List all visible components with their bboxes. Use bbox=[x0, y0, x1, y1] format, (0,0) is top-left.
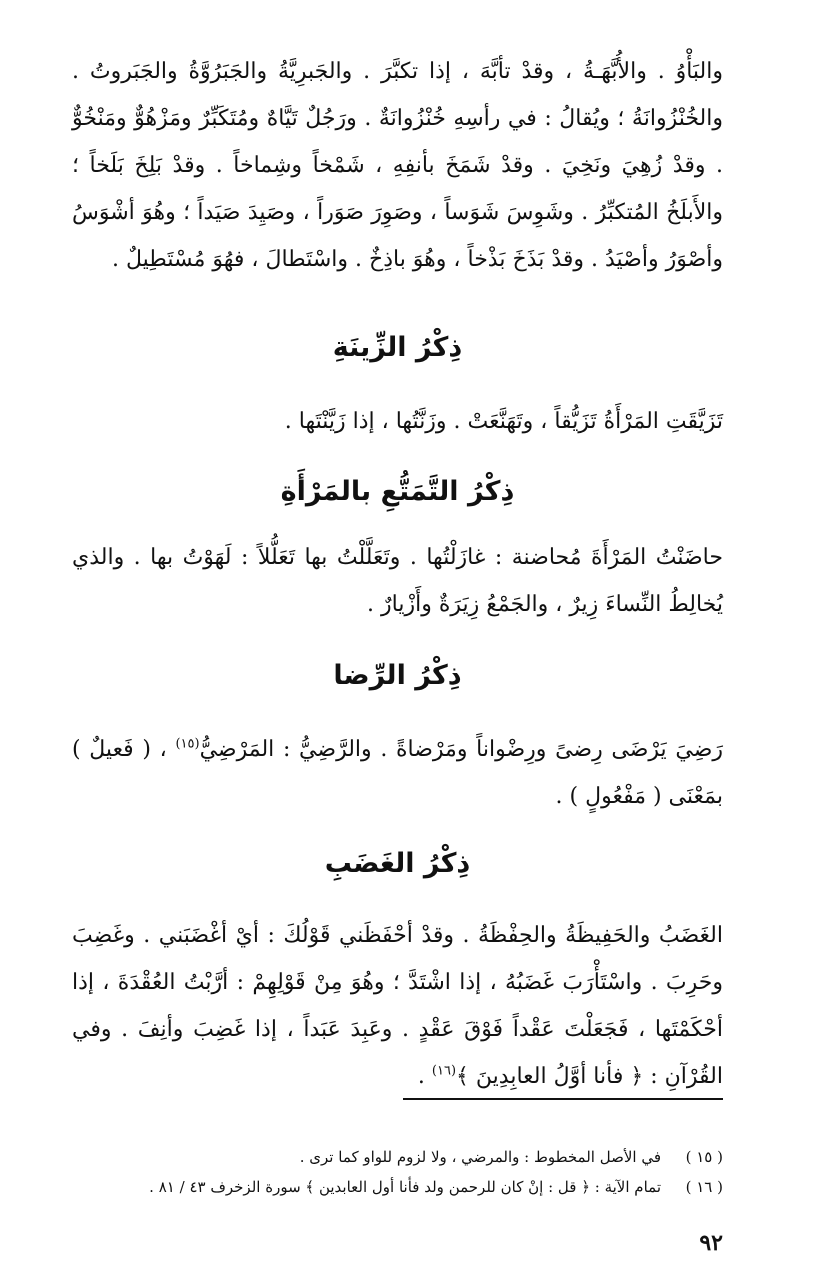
heading-anger: ذِكْرُ الغَضَبِ bbox=[324, 848, 471, 879]
paragraph-contentment bbox=[72, 726, 723, 820]
footnotes bbox=[72, 1142, 723, 1202]
paragraph-contentment-tail: ، ( فَعيلٌ ) بمَعْنَى ( مَفْعُولٍ ) . bbox=[72, 737, 723, 809]
paragraph-anger-text: الغَضَبُ والحَفِيظَةُ والحِفْظَةُ . وقدْ أحْفَظَني قَوْلُكَ : أيْ أغْضَبَني . وغَضِبَ وحَرِبَ . واسْتَأْرَبَ غَضَبُهُ ، إذا اشْتَدَّ ؛ وهُوَ مِنْ قَوْلِهِمْ : أرَّبْتُ العُقْدَةَ ، إذا أحْكَمْتَها ، فَجَعَلْتَ عَقْداً فَوْقَ عَقْدٍ . وعَبِدَ عَبَداً ، إذا غَضِبَ وأنِفَ . وفي القُرْآنِ : ﴿ فأنا أوَّلُ العابِدِينَ ﴾ bbox=[72, 923, 723, 1089]
footnote-text: في الأصل المخطوط : والمرضي ، ولا لزوم للواو كما ترى . bbox=[299, 1148, 661, 1166]
paragraph-anger bbox=[72, 912, 723, 1100]
paragraph-anger-tail: . bbox=[417, 1064, 432, 1089]
footnote-16 bbox=[72, 1172, 723, 1202]
footnote-divider bbox=[403, 1098, 723, 1100]
heading-adornment: ذِكْرُ الزِّينَةِ bbox=[332, 332, 463, 363]
page-number: ٩٢ bbox=[699, 1230, 723, 1256]
footnote-ref-16[interactable]: (١٦) bbox=[431, 1063, 457, 1079]
heading-contentment: ذِكْرُ الرِّضا bbox=[333, 660, 462, 691]
footnote-text: تمام الآية : ﴿ قل : إنْ كان للرحمن ولد فأنا أول العابدين ﴾ سورة الزخرف ٤٣ / ٨١ . bbox=[149, 1178, 661, 1196]
paragraph-arrogance: والبَأْوُ . والأُبَّهَـةُ ، وقدْ تأبَّهَ ، إذا تكبَّرَ . والجَبرِيَّةُ والجَبَرُوَّةُ والجَبَروتُ . والخُنْزُوانَةُ ؛ ويُقالُ : في رأسِهِ خُنْزُوانَةٌ . ورَجُلٌ تَيَّاهٌ ومُتَكَبِّرٌ ومَزْهُوٌّ ومَنْخُوٌّ . وقدْ زُهِيَ ونَخِيَ . وقدْ شَمَخَ بأنفِهِ ، شَمْخاً وشِماخاً . وقدْ بَلِخَ بَلَخاً ؛ والأَبلَخُ المُتكبِّرُ . وشَوِسَ شَوَساً ، وصَوِرَ صَوَراً ، وصَيِدَ صَيَداً ؛ وهُوَ أشْوَسُ وأصْوَرُ وأصْيَدُ . وقدْ بَذَخَ بَذْخاً ، وهُوَ باذِخٌ . واسْتَطالَ ، فهُوَ مُسْتَطِيلٌ . bbox=[72, 59, 723, 272]
footnote-number: ( ١٦ ) bbox=[685, 1178, 723, 1196]
heading-enjoyment: ذِكْرُ التَّمَتُّعِ بالمَرْأَةِ bbox=[280, 476, 515, 507]
footnote-ref-15[interactable]: (١٥) bbox=[175, 736, 200, 752]
paragraph-contentment-text: رَضِيَ يَرْضَى رِضىً ورِضْواناً ومَرْضاةً . والرَّضِيُّ : المَرْضِيُّ bbox=[199, 737, 724, 762]
paragraph-adornment: تَزَيَّقَتِ المَرْأَةُ تَزَيُّقاً ، وتَهَنَّعَتْ . وزَنَّتُها ، إذا زَيَّنْتَها . bbox=[284, 409, 723, 434]
paragraph-enjoyment: حاضَنْتُ المَرْأَةَ مُحاضنة : غازَلْتُها . وتَعَلَّلْتُ بها تَعَلُّلاً : لَهَوْتُ بها . والذي يُخالِطُ النِّساءَ زِيرٌ ، والجَمْعُ زِيَرَةٌ وأَزْيارٌ . bbox=[72, 545, 723, 617]
footnote-number: ( ١٥ ) bbox=[685, 1148, 723, 1166]
footnote-15 bbox=[72, 1142, 723, 1172]
book-page bbox=[72, 48, 723, 1287]
